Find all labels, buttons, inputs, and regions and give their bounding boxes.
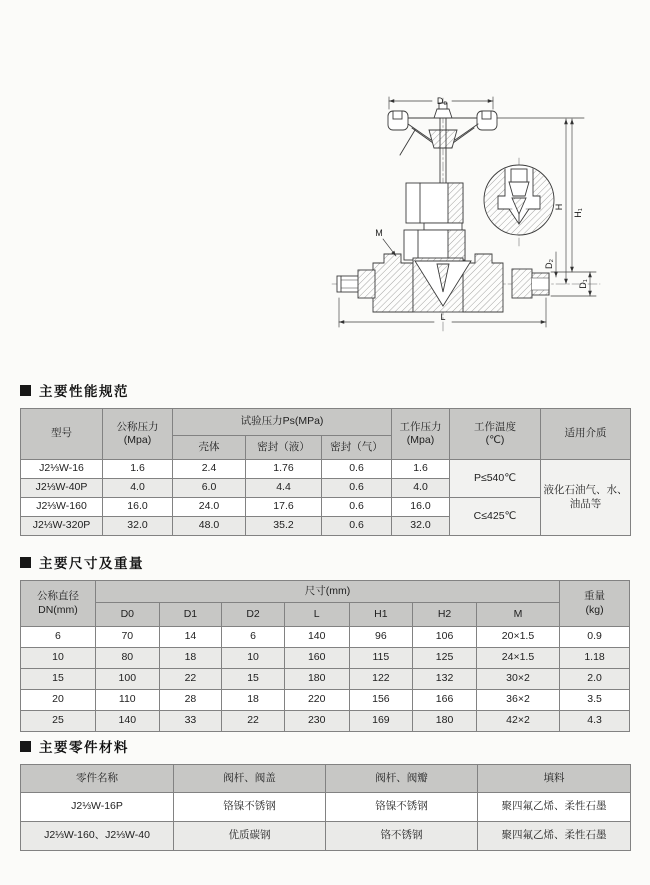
header-line: (kg) bbox=[585, 603, 604, 616]
cell-weight: 1.18 bbox=[560, 648, 630, 669]
cell: 0.6 bbox=[322, 479, 392, 498]
cell-model: J2⅓W-16P bbox=[21, 793, 174, 822]
handwheel bbox=[388, 103, 497, 155]
col-header-part-name: 零件名称 bbox=[21, 765, 174, 793]
dim-label-d0: D₀ bbox=[436, 96, 448, 106]
section-title-materials bbox=[20, 736, 630, 756]
section-performance bbox=[20, 380, 630, 536]
cell: 32.0 bbox=[103, 517, 173, 536]
cell: 140 bbox=[284, 627, 349, 648]
col-header-size: 尺寸(mm) bbox=[95, 581, 559, 603]
table-row bbox=[21, 460, 631, 479]
section-title-text: 主要性能规范 bbox=[39, 384, 129, 399]
cell: 70 bbox=[95, 627, 159, 648]
performance-table bbox=[20, 408, 631, 536]
cell: 16.0 bbox=[392, 498, 450, 517]
header-row bbox=[21, 409, 631, 436]
col-header-seal-gas: 密封（气） bbox=[322, 436, 392, 460]
table-row bbox=[21, 793, 631, 822]
cell: 6.0 bbox=[173, 479, 246, 498]
cell: 14 bbox=[159, 627, 222, 648]
cell: 18 bbox=[159, 648, 222, 669]
col-header-d1: D1 bbox=[159, 603, 222, 627]
cell-dn: 6 bbox=[21, 627, 96, 648]
col-header-test-pressure: 试验压力Ps(MPa) bbox=[173, 409, 392, 436]
col-header-medium: 适用介质 bbox=[541, 409, 631, 460]
cell-medium: 液化石油气、水、油品等 bbox=[541, 460, 631, 536]
cell: 122 bbox=[349, 669, 413, 690]
header-line: 公称直径 bbox=[36, 590, 79, 603]
cell: 18 bbox=[222, 690, 285, 711]
col-header-stem-bonnet: 阀杆、阀盖 bbox=[174, 765, 326, 793]
cell-weight: 3.5 bbox=[560, 690, 630, 711]
cell-temp-p: P≤540℃ bbox=[450, 460, 541, 498]
col-header-shell: 壳体 bbox=[173, 436, 246, 460]
cell-dn: 10 bbox=[21, 648, 96, 669]
cell-model: J2⅓W-40P bbox=[21, 479, 103, 498]
cell: 24×1.5 bbox=[476, 648, 559, 669]
cell: 聚四氟乙烯、柔性石墨 bbox=[478, 822, 631, 851]
header-row bbox=[21, 765, 631, 793]
cell: 20×1.5 bbox=[476, 627, 559, 648]
cell: 4.4 bbox=[246, 479, 322, 498]
cell: 106 bbox=[413, 627, 477, 648]
dim-label-m: M bbox=[375, 228, 383, 238]
cell: 0.6 bbox=[322, 498, 392, 517]
cell: 22 bbox=[159, 669, 222, 690]
cell: 0.6 bbox=[322, 517, 392, 536]
table-row bbox=[21, 711, 630, 732]
cell: 16.0 bbox=[103, 498, 173, 517]
col-header-dn bbox=[21, 581, 96, 627]
cell: 24.0 bbox=[173, 498, 246, 517]
left-pipe bbox=[337, 270, 375, 298]
materials-table bbox=[20, 764, 631, 851]
needle-valve-drawing bbox=[325, 80, 650, 350]
table-row bbox=[21, 498, 631, 517]
cell: 220 bbox=[284, 690, 349, 711]
col-header-weight bbox=[560, 581, 630, 627]
col-header-d2: D2 bbox=[222, 603, 285, 627]
detail-circle bbox=[484, 165, 554, 235]
header-line: 公称压力 bbox=[116, 420, 159, 433]
cell-dn: 15 bbox=[21, 669, 96, 690]
cell: 1.6 bbox=[103, 460, 173, 479]
cell: 10 bbox=[222, 648, 285, 669]
cell: 115 bbox=[349, 648, 413, 669]
section-title-text: 主要尺寸及重量 bbox=[39, 556, 144, 571]
cell: 132 bbox=[413, 669, 477, 690]
cell: 180 bbox=[284, 669, 349, 690]
dim-label-d1: D₁ bbox=[578, 279, 588, 289]
valve-body bbox=[373, 254, 503, 312]
cell: 聚四氟乙烯、柔性石墨 bbox=[478, 793, 631, 822]
header-row bbox=[21, 603, 630, 627]
bonnet bbox=[404, 183, 465, 260]
cell: 169 bbox=[349, 711, 413, 732]
section-materials bbox=[20, 736, 630, 851]
header-line: 工作压力 bbox=[399, 420, 442, 433]
cell-dn: 20 bbox=[21, 690, 96, 711]
col-header-h1: H1 bbox=[349, 603, 413, 627]
cell: 1.76 bbox=[246, 460, 322, 479]
cell: 15 bbox=[222, 669, 285, 690]
cell-weight: 0.9 bbox=[560, 627, 630, 648]
header-line: (Mpa) bbox=[406, 434, 435, 446]
cell: 28 bbox=[159, 690, 222, 711]
cell: 48.0 bbox=[173, 517, 246, 536]
cell: 230 bbox=[284, 711, 349, 732]
dimensions-table bbox=[20, 580, 630, 732]
col-header-d0: D0 bbox=[95, 603, 159, 627]
cell: 33 bbox=[159, 711, 222, 732]
cell: 22 bbox=[222, 711, 285, 732]
dim-label-h1: H₁ bbox=[573, 208, 583, 218]
cell: 96 bbox=[349, 627, 413, 648]
table-row bbox=[21, 690, 630, 711]
right-pipe bbox=[512, 269, 549, 298]
cell: 42×2 bbox=[476, 711, 559, 732]
header-line: DN(mm) bbox=[38, 603, 78, 616]
cell: 铬镍不锈钢 bbox=[326, 793, 478, 822]
cell: 80 bbox=[95, 648, 159, 669]
dim-label-l: L bbox=[440, 312, 446, 322]
col-header-nominal-pressure bbox=[103, 409, 173, 460]
table-row bbox=[21, 669, 630, 690]
dim-label-h: H bbox=[554, 203, 564, 211]
cell: 100 bbox=[95, 669, 159, 690]
col-header-m: M bbox=[476, 603, 559, 627]
section-bullet-icon bbox=[20, 385, 31, 396]
header-line: 工作温度 bbox=[474, 420, 516, 433]
cell: 35.2 bbox=[246, 517, 322, 536]
cell: 0.6 bbox=[322, 460, 392, 479]
table-row bbox=[21, 822, 631, 851]
col-header-model: 型号 bbox=[21, 409, 103, 460]
cell: 铬不锈钢 bbox=[326, 822, 478, 851]
cell-temp-c: C≤425℃ bbox=[450, 498, 541, 536]
section-dimensions bbox=[20, 552, 630, 732]
header-row bbox=[21, 581, 630, 603]
cell: 36×2 bbox=[476, 690, 559, 711]
cell-model: J2⅓W-16 bbox=[21, 460, 103, 479]
valve-technical-drawing bbox=[325, 80, 650, 350]
cell-model: J2⅓W-160、J2⅓W-40 bbox=[21, 822, 174, 851]
cell: 17.6 bbox=[246, 498, 322, 517]
col-header-stem-disc: 阀杆、阀瓣 bbox=[326, 765, 478, 793]
cell: 180 bbox=[413, 711, 477, 732]
cell: 30×2 bbox=[476, 669, 559, 690]
col-header-working-pressure bbox=[392, 409, 450, 460]
col-header-h2: H2 bbox=[413, 603, 477, 627]
cell-model: J2⅓W-320P bbox=[21, 517, 103, 536]
col-header-seal-liquid: 密封（液） bbox=[246, 436, 322, 460]
cell: 优质碳钢 bbox=[174, 822, 326, 851]
cell: 160 bbox=[284, 648, 349, 669]
cell: 4.0 bbox=[103, 479, 173, 498]
cell: 铬镍不锈钢 bbox=[174, 793, 326, 822]
header-line: (℃) bbox=[485, 434, 505, 446]
col-header-l: L bbox=[284, 603, 349, 627]
cell: 4.0 bbox=[392, 479, 450, 498]
cell: 166 bbox=[413, 690, 477, 711]
cell: 1.6 bbox=[392, 460, 450, 479]
col-header-working-temp bbox=[450, 409, 541, 460]
cell-model: J2⅓W-160 bbox=[21, 498, 103, 517]
section-bullet-icon bbox=[20, 557, 31, 568]
table-row bbox=[21, 627, 630, 648]
section-bullet-icon bbox=[20, 741, 31, 752]
cell-dn: 25 bbox=[21, 711, 96, 732]
header-line: (Mpa) bbox=[123, 434, 152, 446]
cell: 32.0 bbox=[392, 517, 450, 536]
cell-weight: 2.0 bbox=[560, 669, 630, 690]
cell: 6 bbox=[222, 627, 285, 648]
col-header-packing: 填料 bbox=[478, 765, 631, 793]
section-title-dimensions bbox=[20, 552, 630, 572]
section-title-text: 主要零件材料 bbox=[39, 740, 129, 755]
cell: 110 bbox=[95, 690, 159, 711]
cell: 2.4 bbox=[173, 460, 246, 479]
dim-label-d2: D₂ bbox=[544, 259, 554, 269]
cell: 125 bbox=[413, 648, 477, 669]
section-title-performance bbox=[20, 380, 630, 400]
cell: 140 bbox=[95, 711, 159, 732]
cell: 156 bbox=[349, 690, 413, 711]
cell-weight: 4.3 bbox=[560, 711, 630, 732]
table-row bbox=[21, 648, 630, 669]
header-line: 重量 bbox=[584, 590, 606, 603]
